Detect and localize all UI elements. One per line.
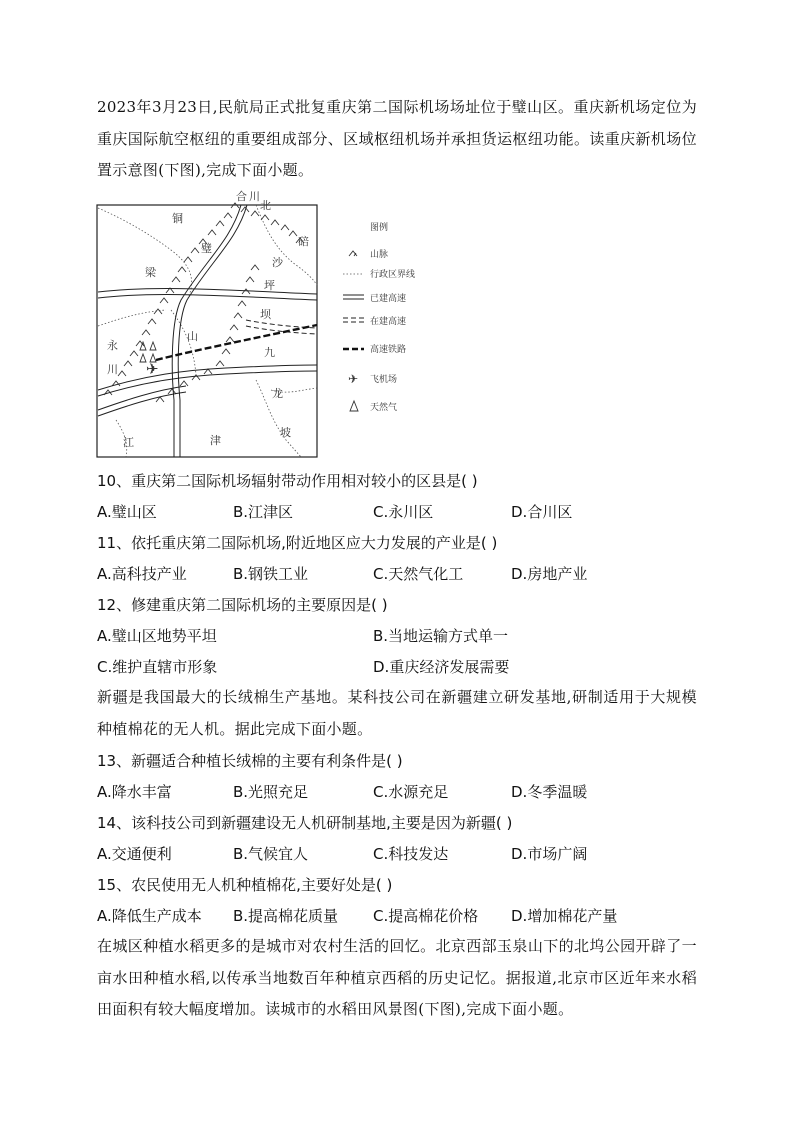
place-label: 北: [260, 199, 271, 212]
option-d[interactable]: D.冬季温暖: [511, 783, 588, 801]
question-14: [97, 813, 512, 833]
place-label: 川: [249, 190, 260, 203]
option-b[interactable]: B.光照充足: [233, 783, 309, 801]
place-label: 坪: [264, 279, 275, 292]
option-b[interactable]: B.提高棉花质量: [233, 907, 339, 925]
option-a[interactable]: A.降水丰富: [97, 783, 172, 801]
question-10: [97, 471, 478, 491]
place-label: 铜: [172, 212, 183, 225]
question-number: 10、: [97, 472, 132, 490]
question-number: 14、: [97, 814, 132, 832]
place-label: 坡: [280, 426, 291, 439]
airport-legend-icon: ✈: [348, 372, 359, 386]
legend-item: 高速铁路: [370, 345, 407, 355]
question-stem: 重庆第二国际机场辐射带动作用相对较小的区县是( ): [131, 472, 478, 490]
place-label: 永: [107, 339, 118, 352]
airport-location-map: [96, 190, 426, 460]
legend-item: 已建高速: [370, 294, 407, 304]
question-stem: 该科技公司到新疆建设无人机研制基地,主要是因为新疆( ): [131, 814, 513, 832]
legend-item: 在建高速: [370, 317, 407, 327]
place-label: 坝: [260, 308, 271, 321]
question-stem: 修建重庆第二国际机场的主要原因是( ): [131, 596, 388, 614]
option-c[interactable]: C.提高棉花价格: [373, 907, 479, 925]
question-stem: 新疆适合种植长绒棉的主要有利条件是( ): [131, 752, 403, 770]
gas-field-icons: [140, 342, 156, 362]
option-b[interactable]: B.钢铁工业: [233, 565, 309, 583]
place-label: 璧: [201, 242, 212, 255]
option-c[interactable]: C.水源充足: [373, 783, 449, 801]
built-expressway-legend-icon: [343, 295, 364, 299]
gas-legend-icon: [350, 401, 358, 411]
passage-cotton: 新疆是我国最大的长绒棉生产基地。某科技公司在新疆建立研发基地,研制适用于大规模种植棉花的无人机。据此完成下面小题。: [97, 688, 697, 738]
place-label: 梁: [145, 266, 156, 279]
airport-map-icon: ✈: [146, 360, 159, 378]
question-12: [97, 595, 388, 615]
option-c[interactable]: C.永川区: [373, 503, 434, 521]
planned-expressway-legend-icon: [343, 318, 364, 322]
option-d[interactable]: D.增加棉花产量: [511, 907, 618, 925]
place-label: 龙: [272, 387, 283, 400]
option-c[interactable]: C.科技发达: [373, 845, 449, 863]
place-label: 津: [210, 434, 221, 447]
place-label: 川: [107, 363, 118, 376]
option-a[interactable]: A.高科技产业: [97, 565, 187, 583]
legend-title: 图例: [370, 223, 389, 233]
legend-item: 飞机场: [370, 375, 398, 385]
option-d[interactable]: D.市场广阔: [511, 845, 588, 863]
legend-item: 山脉: [370, 250, 389, 260]
place-label: 九: [264, 346, 275, 359]
legend-item: 行政区界线: [370, 270, 416, 280]
passage-airport: 2023年3月23日,民航局正式批复重庆第二国际机场场址位于璧山区。重庆新机场定位为重庆国际航空枢纽的重要组成部分、区域枢纽机场并承担货运枢纽功能。读重庆新机场位置示意图(下图),完成下面小题。: [97, 98, 697, 179]
place-label: 江: [123, 436, 134, 449]
question-stem: 依托重庆第二国际机场,附近地区应大力发展的产业是( ): [131, 534, 498, 552]
option-b[interactable]: B.江津区: [233, 503, 294, 521]
option-a[interactable]: A.璧山区: [97, 503, 157, 521]
question-number: 15、: [97, 876, 132, 894]
place-label: 沙: [272, 256, 283, 269]
place-label: 合: [236, 190, 247, 203]
question-number: 11、: [97, 534, 132, 552]
option-a[interactable]: A.璧山区地势平坦: [97, 627, 217, 645]
question-15: [97, 875, 392, 895]
map-legend: [343, 221, 415, 413]
question-13: [97, 751, 403, 771]
question-11: [97, 533, 497, 553]
mountain-legend-icon: [349, 251, 357, 256]
place-labels: [107, 190, 309, 449]
option-d[interactable]: D.合川区: [511, 503, 573, 521]
passage-rice: 在城区种植水稻更多的是城市对农村生活的回忆。北京西部玉泉山下的北坞公园开辟了一亩水田种植水稻,以传承当地数百年种植京西稻的历史记忆。据报道,北京市区近年来水稻田面积有较大幅度增加。读城市的水稻田风景图(下图),完成下面小题。: [97, 937, 697, 1018]
question-number: 13、: [97, 752, 132, 770]
option-b[interactable]: B.当地运输方式单一: [373, 627, 509, 645]
question-stem: 农民使用无人机种植棉花,主要好处是( ): [131, 876, 393, 894]
option-c[interactable]: C.维护直辖市形象: [97, 658, 218, 676]
place-label: 山: [187, 330, 198, 343]
legend-item: 天然气: [370, 403, 398, 413]
place-label: 碚: [298, 235, 309, 248]
option-b[interactable]: B.气候宜人: [233, 845, 309, 863]
option-d[interactable]: D.重庆经济发展需要: [373, 658, 510, 676]
option-a[interactable]: A.降低生产成本: [97, 907, 202, 925]
option-a[interactable]: A.交通便利: [97, 845, 172, 863]
question-number: 12、: [97, 596, 132, 614]
option-c[interactable]: C.天然气化工: [373, 565, 464, 583]
option-d[interactable]: D.房地产业: [511, 565, 588, 583]
